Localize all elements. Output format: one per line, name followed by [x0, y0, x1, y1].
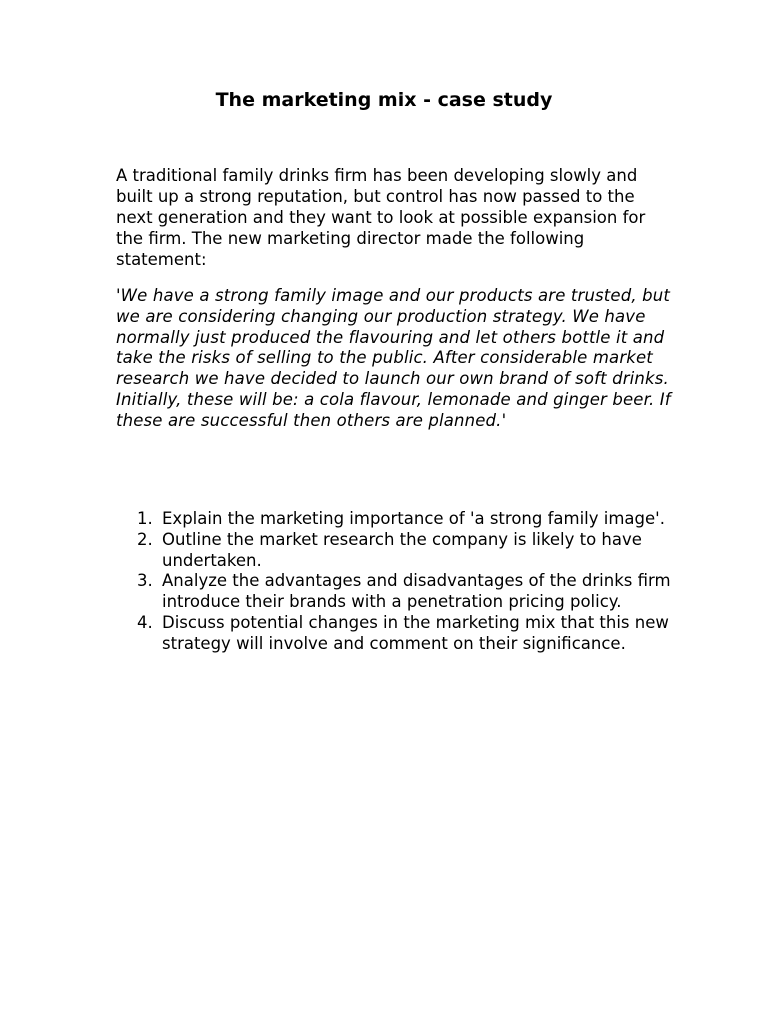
question-number: 4.: [137, 612, 153, 632]
question-text: Explain the marketing importance of 'a strong family image'.: [162, 509, 665, 528]
question-text: Discuss potential changes in the marketing mix that this new strategy will involve and comment on their significance.: [162, 612, 669, 653]
question-text: Analyze the advantages and disadvantages of the drinks firm introduce their brands with a penetration pricing policy.: [162, 571, 671, 612]
page-title: The marketing mix - case study: [215, 89, 553, 111]
question-number: 1.: [137, 509, 153, 528]
question-list: [137, 509, 677, 655]
question-text: Outline the market research the company is likely to have undertaken.: [162, 529, 642, 570]
director-quote: 'We have a strong family image and our products are trusted, but we are considering changing our production strategy. We have normally just produced the flavouring and let others bottle it and take the risks of selling to the public. After considerable market research we have decided to launch our own brand of soft drinks. Initially, these will be: a cola flavour, lemonade and ginger beer. If these are successful then others are planned.': [116, 286, 671, 430]
question-item: [137, 571, 677, 613]
intro-paragraph: A traditional family drinks firm has been developing slowly and built up a strong reputation, but control has now passed to the next generation and they want to look at possible expansion for the firm. The new marketing director made the following statement:: [116, 166, 646, 269]
question-number: 3.: [137, 571, 153, 591]
question-number: 2.: [137, 529, 153, 549]
question-item: [137, 613, 677, 655]
question-item: [137, 509, 677, 530]
question-item: [137, 530, 677, 572]
